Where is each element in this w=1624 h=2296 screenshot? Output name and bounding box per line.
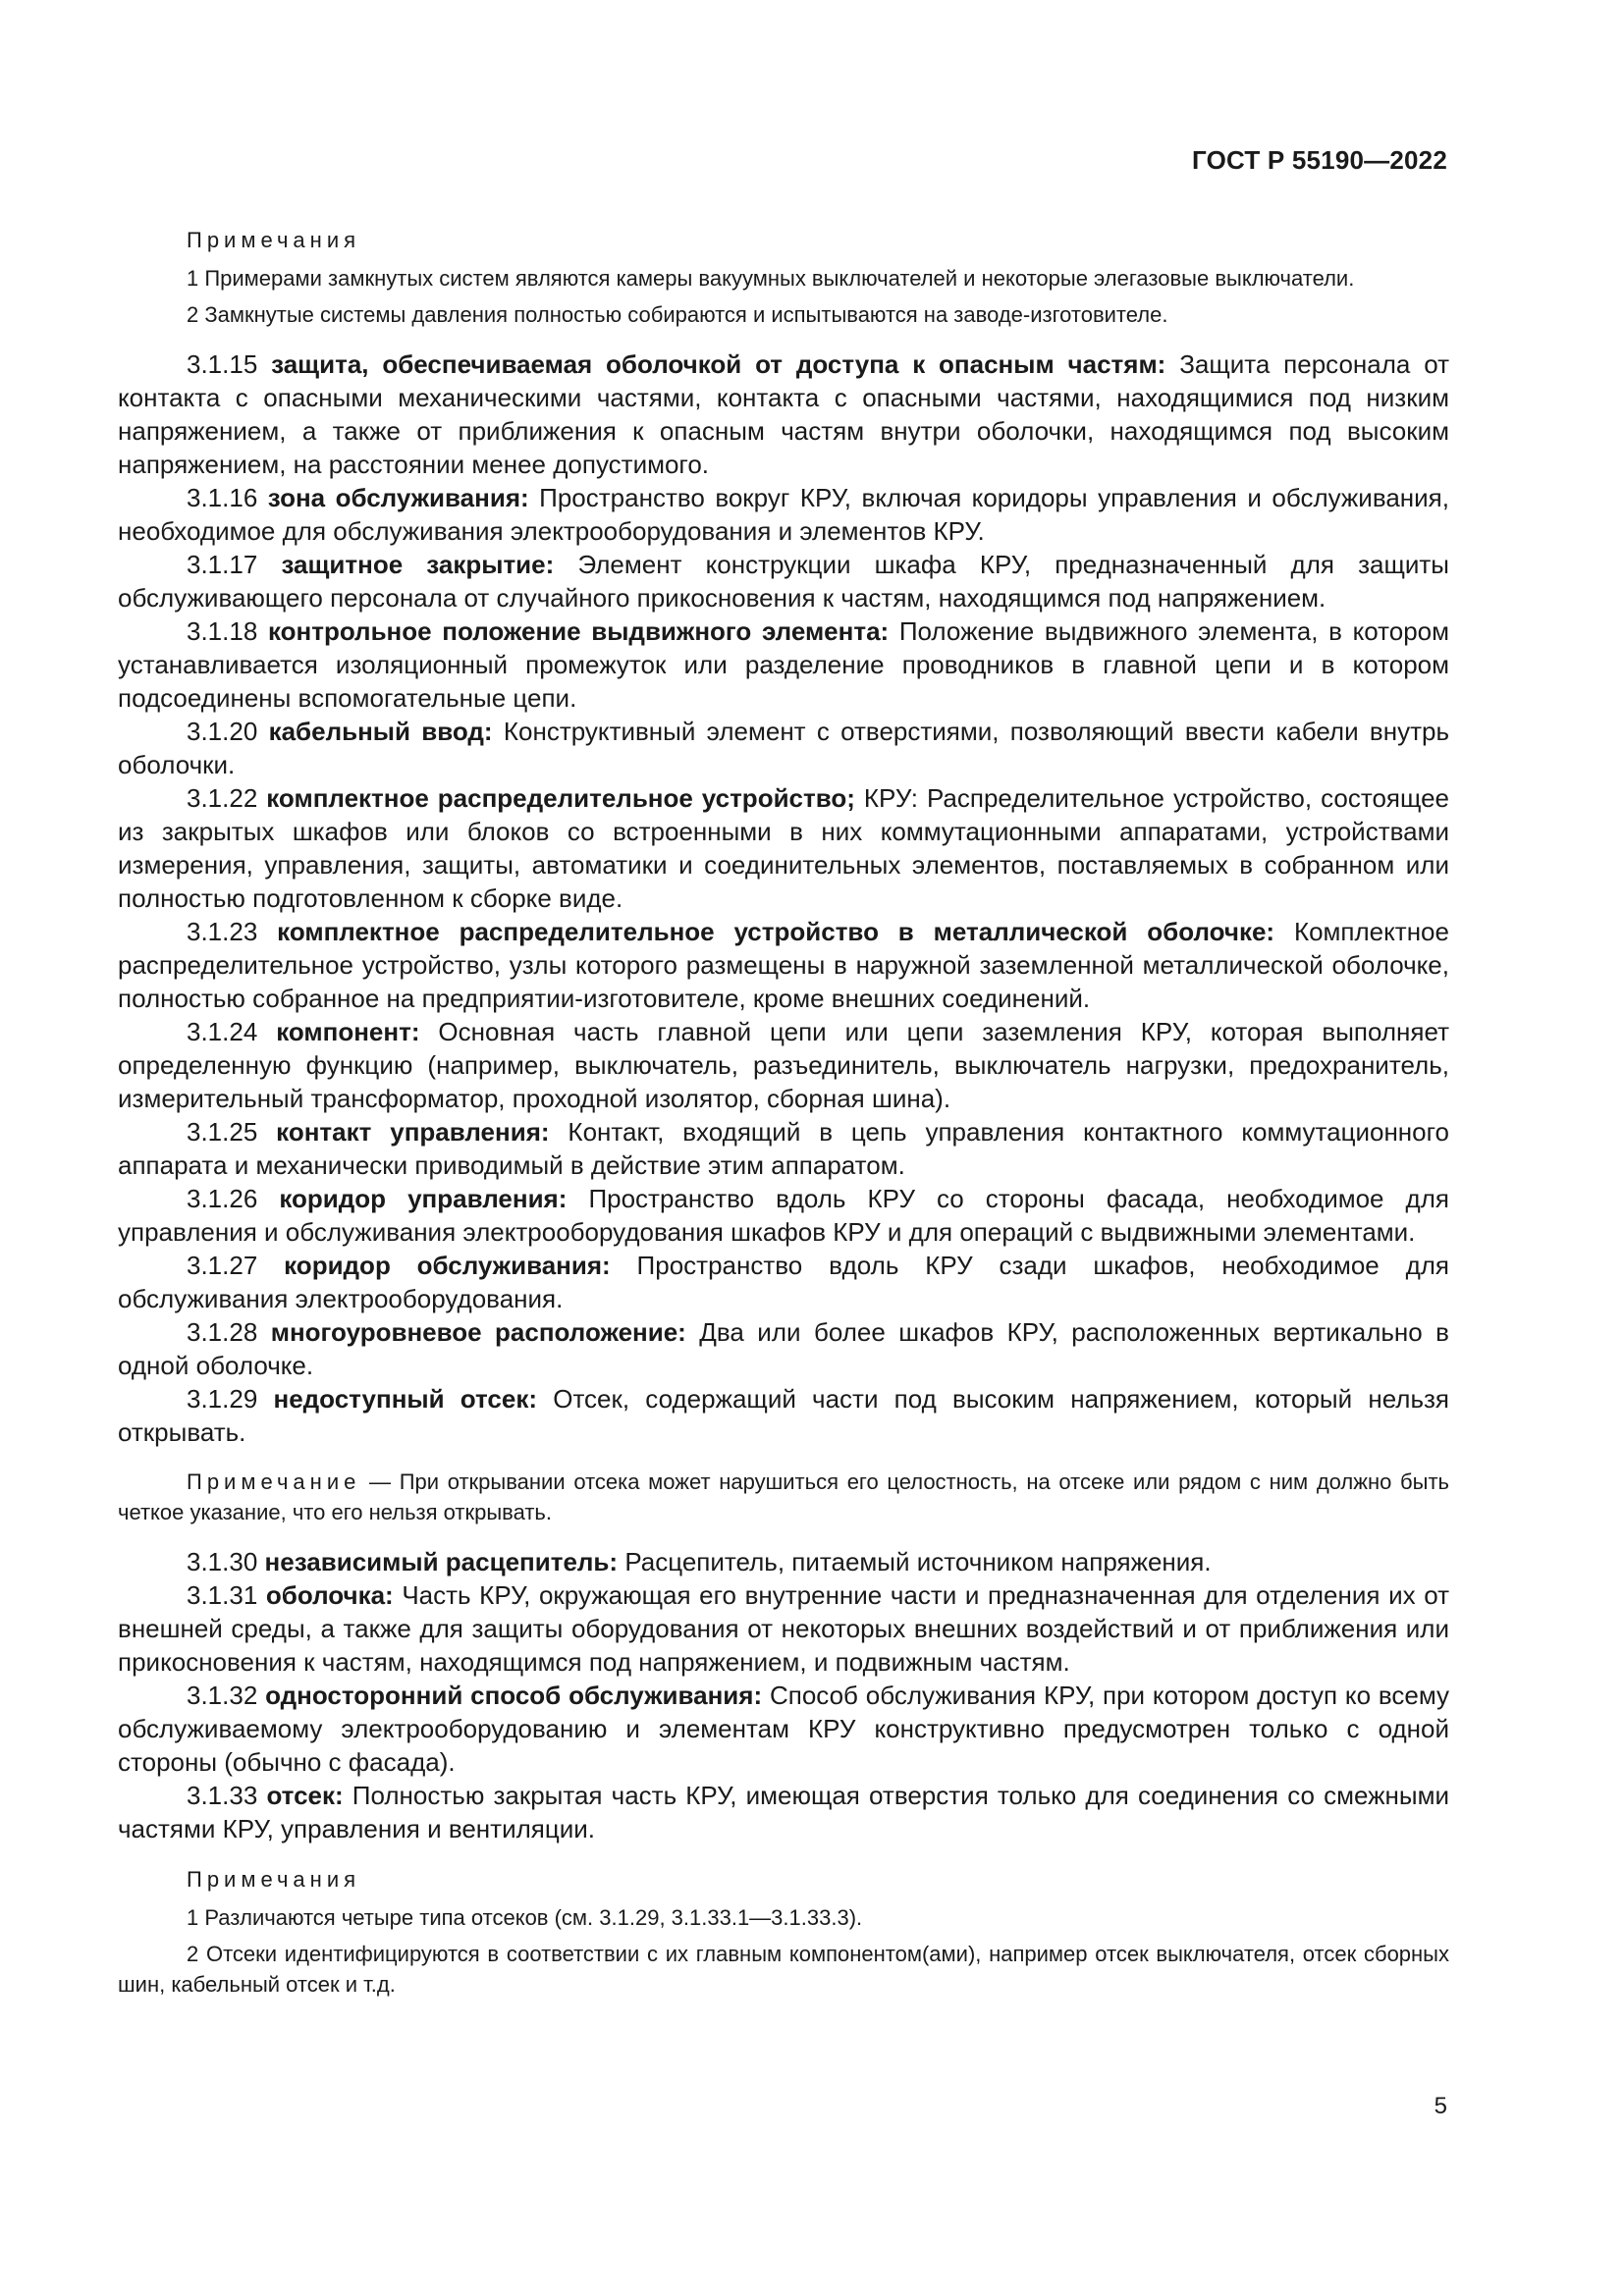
term-definition: Пространство вдоль КРУ со стороны фасада, необходимое для управления и обслуживания электрооборудования шкафов КРУ и для операций с выдвижными элементами. — [118, 1184, 1449, 1247]
term-entry: 3.1.18 контрольное положение выдвижного элемента: Положение выдвижного элемента, в котором устанавливается изоляционный промежуток или разделение проводников в главной цепи и в котором подсоединены вспомогательные цепи. — [118, 616, 1449, 713]
term-name: многоуровневое расположение: — [270, 1317, 686, 1347]
term-definition: Способ обслуживания КРУ, при котором доступ ко всему обслуживаемому электрооборудованию и элементам КРУ конструктивно предусмотрен только с одной стороны (обычно с фасада). — [118, 1681, 1450, 1777]
term-definition: Элемент конструкции шкафа КРУ, предназначенный для защиты обслуживающего персонала от случайного прикосновения к частям, находящимся под напряжением. — [118, 550, 1449, 613]
note-item: 1 Примерами замкнутых систем являются камеры вакуумных выключателей и некоторые элегазовые выключатели. — [187, 266, 1355, 291]
page-number: 5 — [1434, 2093, 1447, 2119]
term-definition: Конструктивный элемент с отверстиями, позволяющий ввести кабели внутрь оболочки. — [118, 717, 1449, 779]
term-definition: Два или более шкафов КРУ, расположенных вертикально в одной оболочке. — [118, 1317, 1449, 1380]
term-definition: Пространство вдоль КРУ сзади шкафов, необходимое для обслуживания электрооборудования. — [118, 1251, 1449, 1313]
notes-title: Примечания — [187, 1867, 361, 1892]
term-entry: 3.1.27 коридор обслуживания: Пространство вдоль КРУ сзади шкафов, необходимое для обслуживания электрооборудования. — [118, 1251, 1449, 1313]
term-name: отсек: — [266, 1781, 344, 1810]
term-name: недоступный отсек: — [273, 1384, 538, 1414]
term-name: оболочка: — [265, 1580, 394, 1610]
term-entry: 3.1.22 комплектное распределительное устройство; КРУ: Распределительное устройство, состоящее из закрытых шкафов или блоков со встроенными в них коммутационными аппаратами, устройствами измерения, управления, защиты, автоматики и соединительных элементов, поставляемых в собранном или полностью подготовленном к сборке виде. — [118, 783, 1449, 913]
term-name: независимый расцепитель: — [264, 1547, 619, 1576]
term-name: контрольное положение выдвижного элемента: — [267, 616, 890, 646]
term-definition: КРУ: Распределительное устройство, состоящее из закрытых шкафов или блоков со встроенными в них коммутационными аппаратами, устройствами измерения, управления, защиты, автоматики и соединительных элементов, поставляемых в собранном или полностью подготовленном к сборке виде. — [118, 783, 1449, 913]
term-entry: 3.1.25 контакт управления: Контакт, входящий в цепь управления контактного коммутационного аппарата и механически приводимый в действие этим аппаратом. — [118, 1117, 1449, 1180]
term-entry: 3.1.24 компонент: Основная часть главной цепи или цепи заземления КРУ, которая выполняет определенную функцию (например, выключатель, разъединитель, выключатель нагрузки, предохранитель, измерительный трансформатор, проходной изолятор, сборная шина). — [118, 1017, 1449, 1113]
term-entry: 3.1.31 оболочка: Часть КРУ, окружающая его внутренние части и предназначенная для отделения их от внешней среды, а также для защиты оборудования от некоторых внешних воздействий и от приближения или прикосновения к частям, находящимся под напряжением, и подвижным частям. — [118, 1580, 1449, 1677]
note-item: 2 Отсеки идентифицируются в соответствии с их главным компонентом(ами), например отсек выключателя, отсек сборных шин, кабельный отсек и т.д. — [118, 1942, 1449, 1997]
term-definition: Полностью закрытая часть КРУ, имеющая отверстия только для соединения со смежными частями КРУ, управления и вентиляции. — [118, 1781, 1449, 1843]
term-entry: 3.1.17 защитное закрытие: Элемент конструкции шкафа КРУ, предназначенный для защиты обслуживающего персонала от случайного прикосновения к частям, находящимся под напряжением. — [118, 550, 1449, 613]
term-definition: Основная часть главной цепи или цепи заземления КРУ, которая выполняет определенную функцию (например, выключатель, разъединитель, выключатель нагрузки, предохранитель, измерительный трансформатор, проходной изолятор, сборная шина). — [118, 1017, 1449, 1113]
term-definition: Часть КРУ, окружающая его внутренние части и предназначенная для отделения их от внешней среды, а также для защиты оборудования от некоторых внешних воздействий и от приближения или прикосновения к частям, находящимся под напряжением, и подвижным частям. — [118, 1580, 1449, 1677]
note-text: — При открывании отсека может нарушиться его целостность, на отсеке или рядом с ним должно быть четкое указание, что его нельзя открывать. — [118, 1469, 1449, 1524]
term-entry: 3.1.20 кабельный ввод: Конструктивный элемент с отверстиями, позволяющий ввести кабели внутрь оболочки. — [118, 717, 1449, 779]
term-name: коридор обслуживания: — [284, 1251, 611, 1280]
notes-title: Примечания — [187, 228, 361, 252]
term-entry: 3.1.23 комплектное распределительное устройство в металлической оболочке: Комплектное распределительное устройство, узлы которого размещены в наружной заземленной металлической оболочке, полностью собранное на предприятии-изготовителе, кроме внешних соединений. — [118, 917, 1449, 1013]
term-name: защита, обеспечиваемая оболочкой от доступа к опасным частям: — [271, 349, 1166, 379]
note-label: Примечание — [187, 1469, 361, 1494]
term-definition: Комплектное распределительное устройство, узлы которого размещены в наружной заземленной металлической оболочке, полностью собранное на предприятии-изготовителе, кроме внешних соединений. — [118, 917, 1449, 1013]
term-name: коридор управления: — [279, 1184, 568, 1213]
term-definition: Защита персонала от контакта с опасными механическими частями, контакта с опасными частями, находящимися под низким напряжением, а также от приближения к опасным частям внутри оболочки, находящимся под высоким напряжением, на расстоянии менее допустимого. — [118, 349, 1449, 479]
term-name: комплектное распределительное устройство в металлической оболочке: — [277, 917, 1275, 946]
term-entry: 3.1.26 коридор управления: Пространство вдоль КРУ со стороны фасада, необходимое для управления и обслуживания электрооборудования шкафов КРУ и для операций с выдвижными элементами. — [118, 1184, 1449, 1247]
term-entry: 3.1.30 независимый расцепитель: Расцепитель, питаемый источником напряжения. — [187, 1547, 1212, 1576]
term-name: защитное закрытие: — [281, 550, 555, 579]
term-entry: 3.1.32 односторонний способ обслуживания: Способ обслуживания КРУ, при котором доступ ко всему обслуживаемому электрооборудованию и элементам КРУ конструктивно предусмотрен только с одной стороны (обычно с фасада). — [118, 1681, 1450, 1777]
note-item: 1 Различаются четыре типа отсеков (см. 3.1.29, 3.1.33.1—3.1.33.3). — [187, 1905, 863, 1930]
document-code: ГОСТ Р 55190—2022 — [1192, 145, 1447, 175]
term-name: комплектное распределительное устройство; — [266, 783, 855, 813]
inline-note — [118, 1467, 1449, 1527]
term-entry: 3.1.15 защита, обеспечиваемая оболочкой от доступа к опасным частям: Защита персонала от контакта с опасными механическими частями, контакта с опасными частями, находящимися под низким напряжением, а также от приближения к опасным частям внутри оболочки, находящимся под высоким напряжением, на расстоянии менее допустимого. — [118, 349, 1449, 479]
term-entry: 3.1.29 недоступный отсек: Отсек, содержащий части под высоким напряжением, который нельзя открывать. — [118, 1384, 1450, 1447]
term-definition: Контакт, входящий в цепь управления контактного коммутационного аппарата и механически приводимый в действие этим аппаратом. — [118, 1117, 1449, 1180]
page-content — [118, 224, 1449, 2000]
term-definition: Положение выдвижного элемента, в котором устанавливается изоляционный промежуток или разделение проводников в главной цепи и в котором подсоединены вспомогательные цепи. — [118, 616, 1449, 713]
term-entry: 3.1.33 отсек: Полностью закрытая часть КРУ, имеющая отверстия только для соединения со смежными частями КРУ, управления и вентиляции. — [118, 1781, 1449, 1843]
term-entry: 3.1.28 многоуровневое расположение: Два или более шкафов КРУ, расположенных вертикально в одной оболочке. — [118, 1317, 1449, 1380]
term-definition: Расцепитель, питаемый источником напряжения. — [624, 1547, 1212, 1576]
term-name: кабельный ввод: — [268, 717, 493, 746]
term-name: зона обслуживания: — [267, 483, 529, 512]
term-entry: 3.1.16 зона обслуживания: Пространство вокруг КРУ, включая коридоры управления и обслуживания, необходимое для обслуживания электрооборудования и элементов КРУ. — [118, 483, 1449, 546]
term-definition: Отсек, содержащий части под высоким напряжением, который нельзя открывать. — [118, 1384, 1450, 1447]
note-item: 2 Замкнутые системы давления полностью собираются и испытываются на заводе-изготовителе. — [187, 302, 1168, 327]
term-name: односторонний способ обслуживания: — [265, 1681, 763, 1710]
term-name: контакт управления: — [276, 1117, 550, 1147]
term-name: компонент: — [276, 1017, 420, 1046]
term-definition: Пространство вокруг КРУ, включая коридоры управления и обслуживания, необходимое для обслуживания электрооборудования и элементов КРУ. — [118, 483, 1449, 546]
